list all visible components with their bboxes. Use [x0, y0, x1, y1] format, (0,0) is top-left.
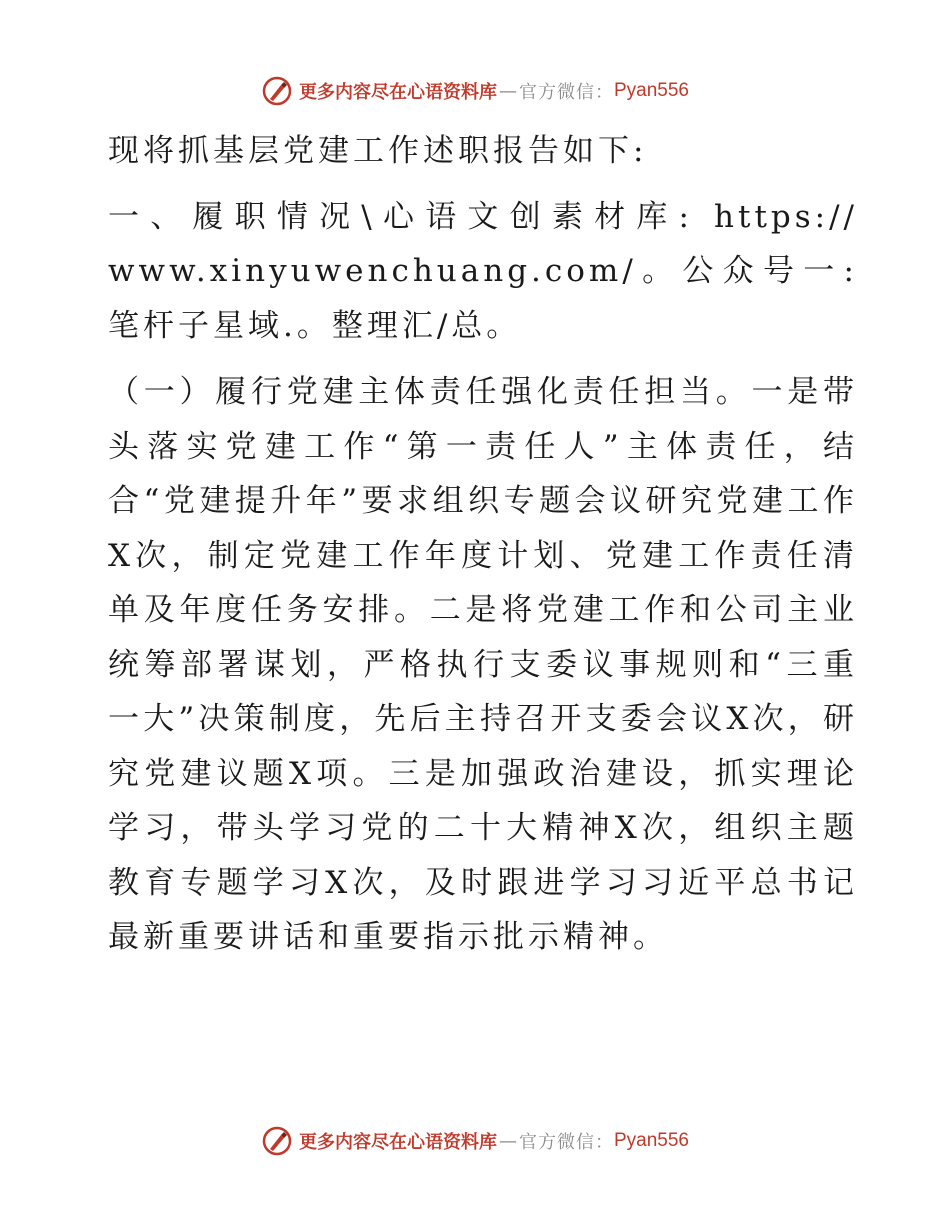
intro-paragraph: 现将抓基层党建工作述职报告如下:: [108, 133, 648, 169]
watermark-separator: —: [498, 1130, 517, 1152]
document-body: [98, 124, 858, 965]
pen-logo-icon: [261, 75, 293, 107]
pen-logo-icon: [261, 1125, 293, 1157]
watermark-separator: —: [498, 80, 517, 102]
watermark-title: 更多内容尽在心语资料库: [298, 1132, 497, 1153]
watermark-wechat-id: Pyan556: [613, 1130, 689, 1151]
subsection-paragraph-1: （一）履行党建主体责任强化责任担当。一是带头落实党建工作“第一责任人”主体责任，结合“党建提升年”要求组织专题会议研究党建工作X次，制定党建工作年度计划、党建工作责任清单及年度任务安排。二是将党建工作和公司主业统筹部署谋划，严格执行支委议事规则和“三重一大”决策制度，先后主持召开支委会议X次，研究党建议题X项。三是加强政治建设，抓实理论学习，带头学习党的二十大精神X次，组织主题教育专题学习X次，及时跟进学习习近平总书记最新重要讲话和重要指示批示精神。: [108, 374, 858, 955]
watermark-subtitle: 官方微信：: [518, 82, 614, 103]
watermark-title: 更多内容尽在心语资料库: [298, 82, 497, 103]
footer-watermark: [0, 1124, 950, 1158]
section-heading-1: 一、履职情况\心语文创素材库: https:// www.xinyuwenchuang.com/。公众号一: 笔杆子星域.。整理汇/总。: [108, 198, 858, 344]
header-watermark: [0, 74, 950, 108]
watermark-wechat-id: Pyan556: [613, 80, 689, 101]
watermark-subtitle: 官方微信：: [518, 1132, 614, 1153]
